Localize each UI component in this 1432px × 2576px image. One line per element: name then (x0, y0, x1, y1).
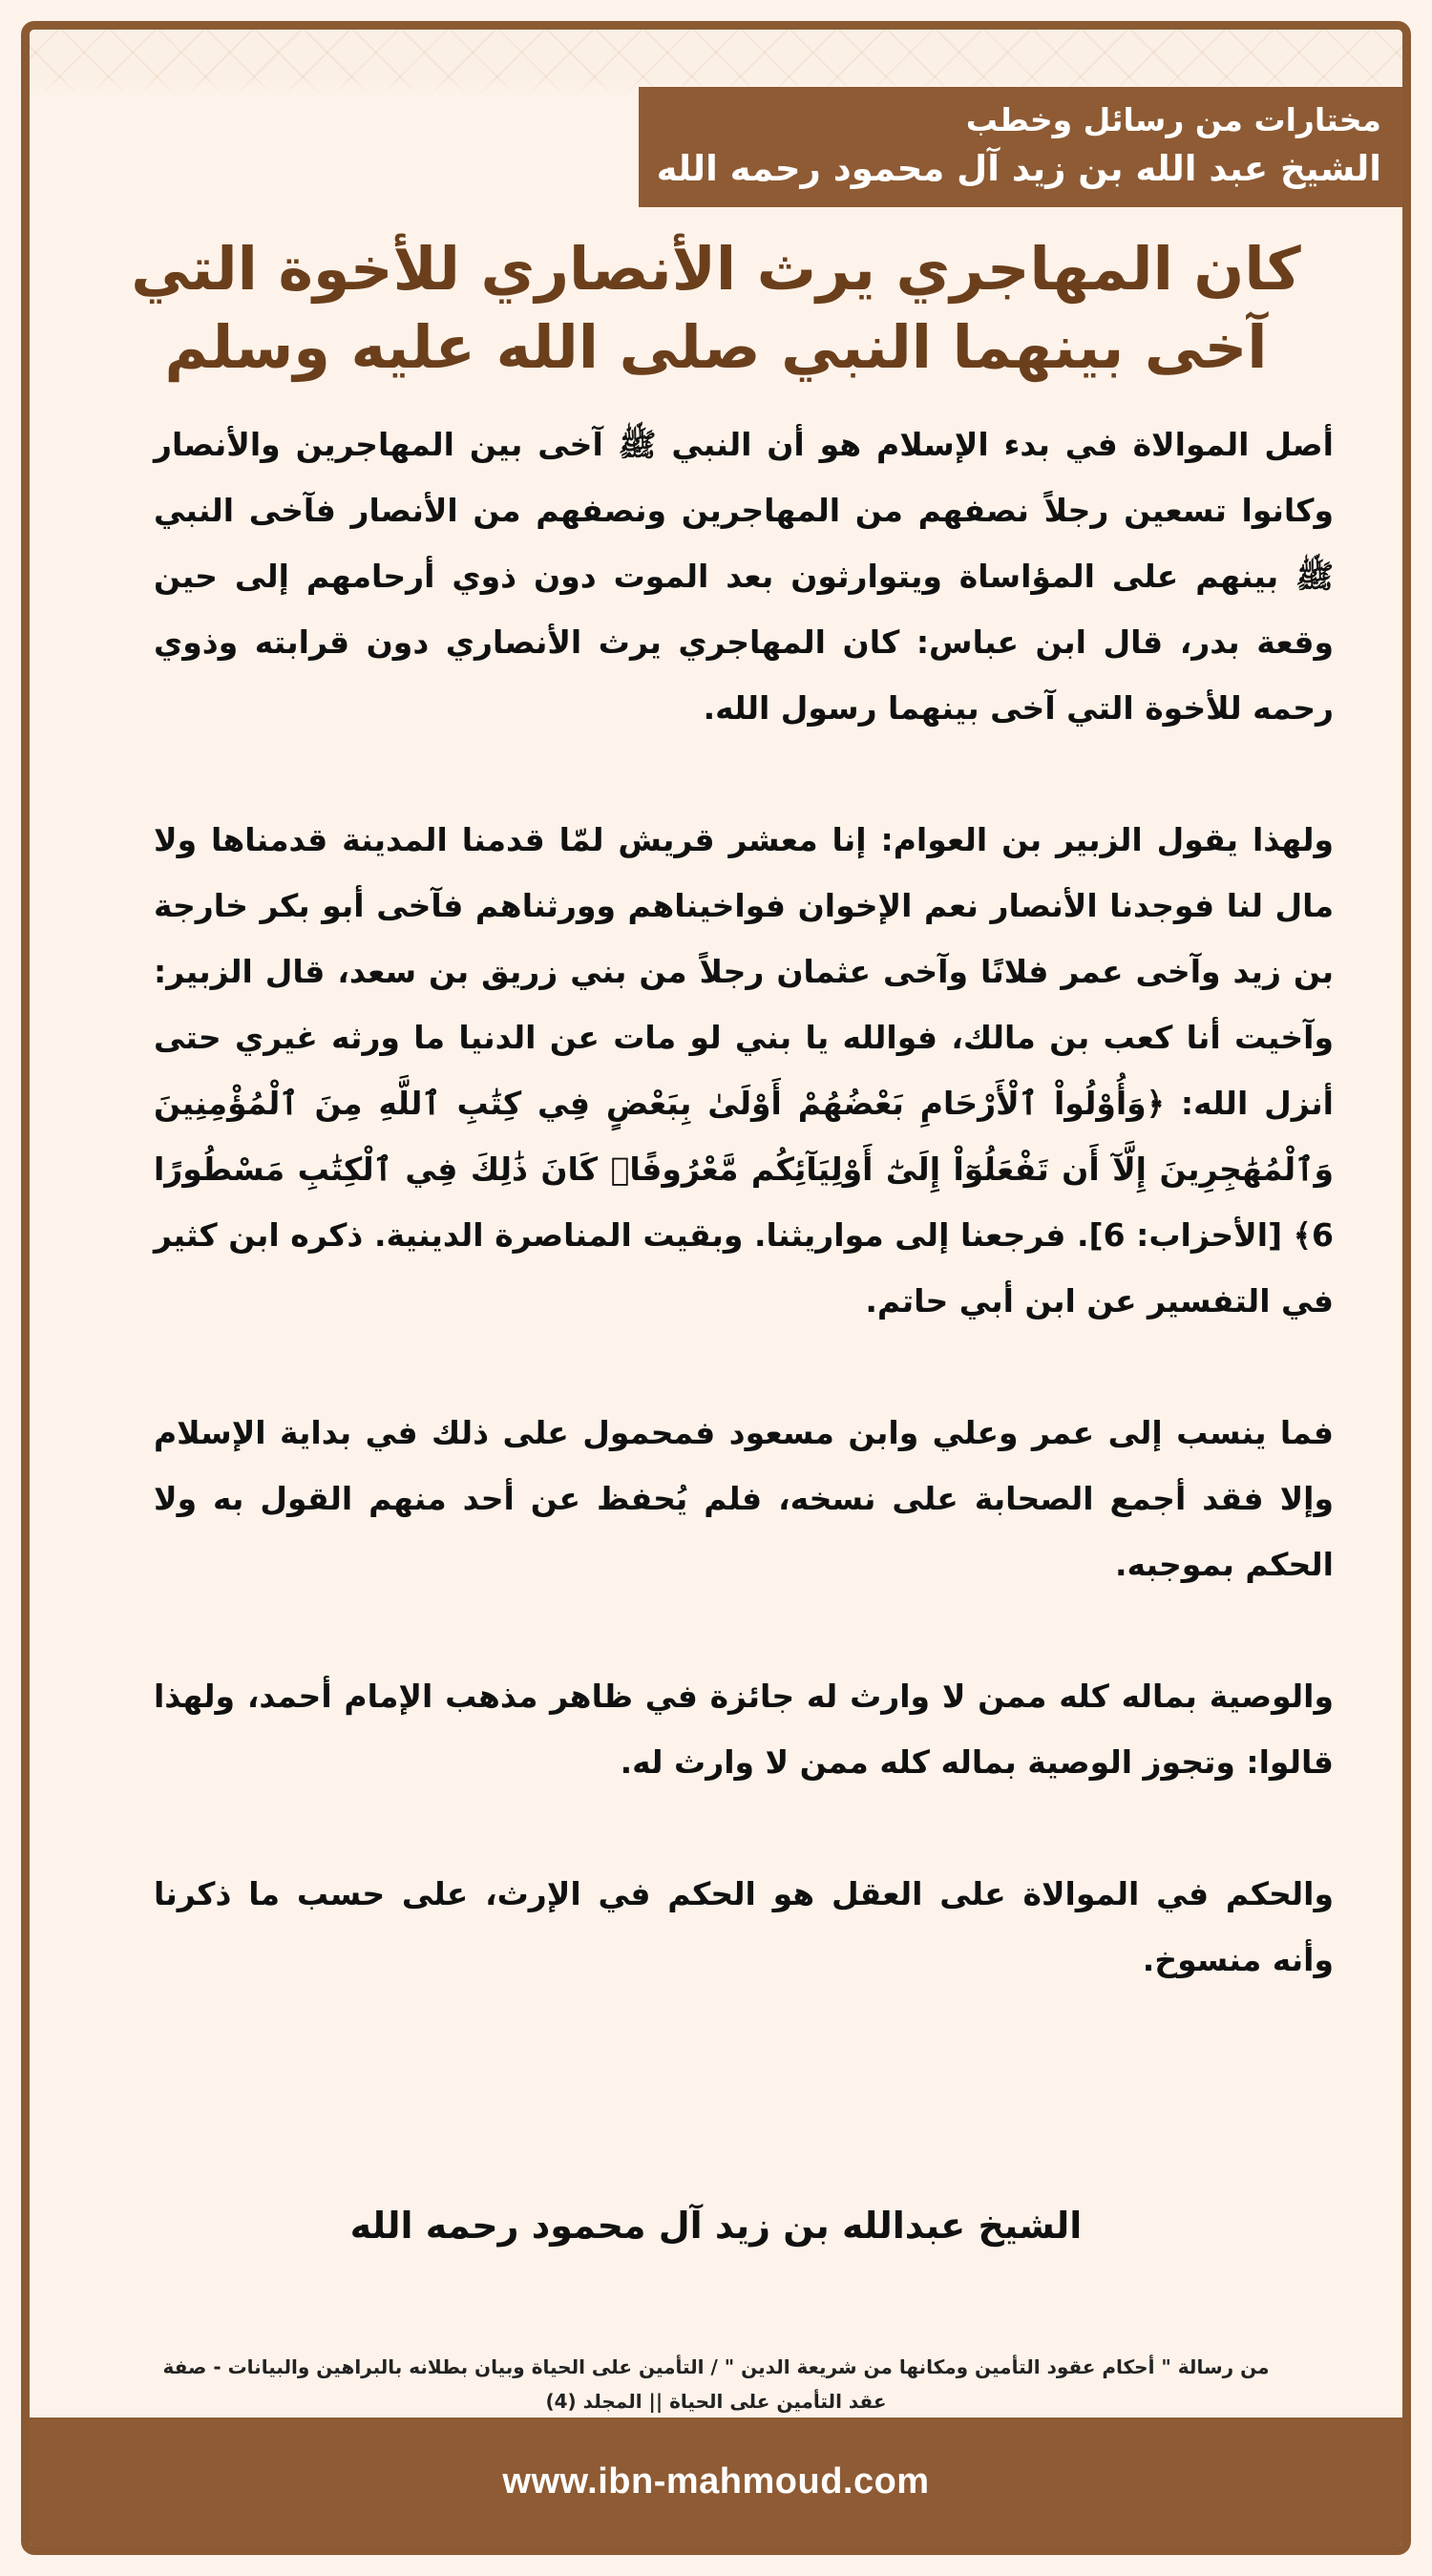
article-title: كان المهاجري يرث الأنصاري للأخوة التي آخى بينهما النبي صلى الله عليه وسلم (131, 234, 1301, 382)
article-body (154, 412, 1334, 1993)
series-author: الشيخ عبد الله بن زيد آل محمود رحمه الله (656, 148, 1381, 189)
series-title: مختارات من رسائل وخطب (965, 101, 1381, 138)
page-frame (21, 21, 1411, 2555)
source-line-2: عقد التأمين على الحياة || المجلد (4) (545, 2390, 887, 2413)
paragraph-1: أصل الموالاة في بدء الإسلام هو أن النبي ﷺ آخى بين المهاجرين والأنصار وكانوا تسعين رجلاً نصفهم من المهاجرين ونصفهم من الأنصار فآخى النبي ﷺ بينهم على المؤاساة ويتوارثون بعد الموت دون ذوي أرحامهم إلى حين وقعة بدر، قال ابن عباس: كان المهاجري يرث الأنصاري دون قرابته وذوي رحمه للأخوة التي آخى بينهما رسول الله. (154, 426, 1334, 727)
paragraph-2: ولهذا يقول الزبير بن العوام: إنا معشر قريش لمّا قدمنا المدينة قدمناها ولا مال لنا فوجدنا الأنصار نعم الإخوان فواخيناهم وورثناهم فآخى أبو بكر خارجة بن زيد وآخى عمر فلانًا وآخى عثمان رجلاً من بني زريق بن سعد، قال الزبير: وآخيت أنا كعب بن مالك، فوالله يا بني لو مات عن الدنيا ما ورثه غيري حتى أنزل الله: ﴿وَأُوْلُواْ ٱلْأَرْحَامِ بَعْضُهُمْ أَوْلَىٰ بِبَعْضٍ فِي كِتَٰبِ ٱللَّهِ مِنَ ٱلْمُؤْمِنِينَ وَٱلْمُهَٰجِرِينَ إِلَّآ أَن تَفْعَلُوٓاْ إِلَىٰٓ أَوْلِيَآئِكُم مَّعْرُوفًاۚ كَانَ ذَٰلِكَ فِي ٱلْكِتَٰبِ مَسْطُورًا 6﴾ [الأحزاب: 6]. فرجعنا إلى مواريثنا. وبقيت المناصرة الدينية. ذكره ابن كثير في التفسير عن ابن أبي حاتم. (154, 821, 1334, 1320)
series-header (639, 87, 1402, 207)
paragraph-5: والحكم في الموالاة على العقل هو الحكم في الإرث، على حسب ما ذكرنا وأنه منسوخ. (154, 1875, 1334, 1978)
author-signature: الشيخ عبدالله بن زيد آل محمود رحمه الله (349, 2205, 1083, 2247)
source-line-1: من رسالة " أحكام عقود التأمين ومكانها من شريعة الدين " / التأمين على الحياة وبيان بطلانه بالبراهين والبيانات - صفة (162, 2355, 1270, 2378)
source-citation (87, 2350, 1345, 2418)
footer-bar (30, 2418, 1402, 2546)
paragraph-4: والوصية بماله كله ممن لا وارث له جائزة في ظاهر مذهب الإمام أحمد، ولهذا قالوا: وتجوز الوصية بماله كله ممن لا وارث له. (154, 1678, 1334, 1781)
website-link[interactable]: www.ibn-mahmoud.com (502, 2461, 930, 2502)
paragraph-3: فما ينسب إلى عمر وعلي وابن مسعود فمحمول على ذلك في بداية الإسلام وإلا فقد أجمع الصحابة على نسخه، فلم يُحفظ عن أحد منهم القول به ولا الحكم بموجبه. (154, 1414, 1334, 1583)
